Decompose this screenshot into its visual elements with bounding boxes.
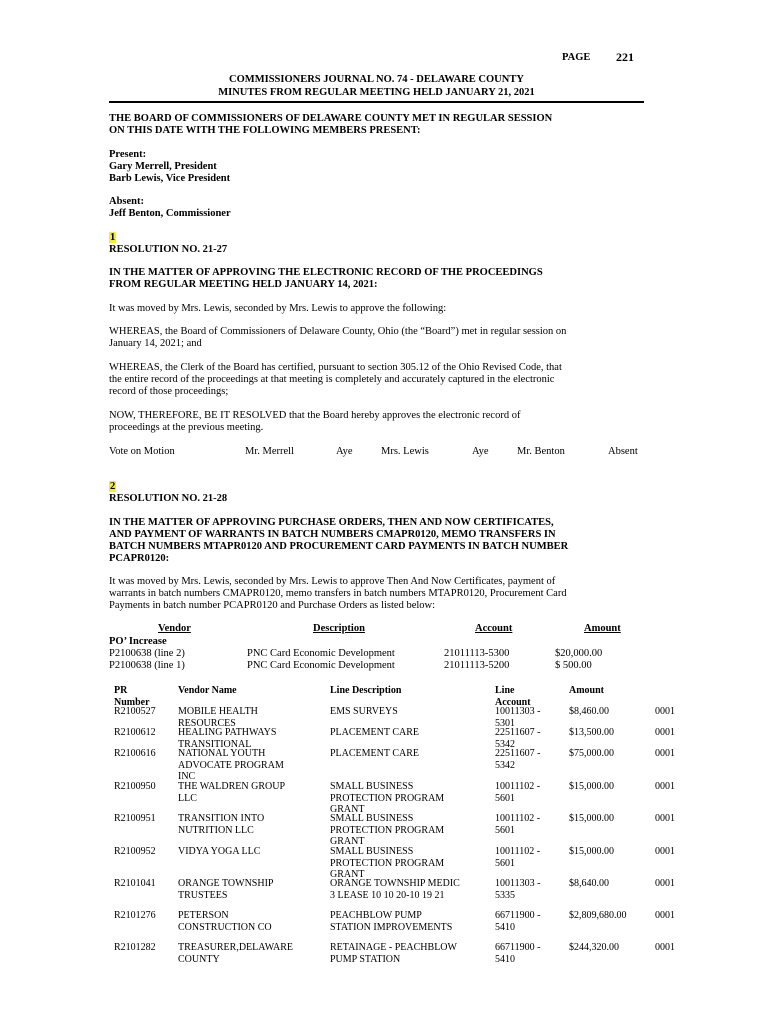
pr-line-account-line: 22511607 - [495,727,541,738]
pr-line-account-line: 5601 [495,857,515,869]
pr-line-description [330,846,444,881]
resolved-text: NOW, THEREFORE, BE IT RESOLVED that the Board hereby approves the electronic record of [109,410,521,421]
vote-value: Aye [336,446,353,457]
pr-line-account [495,748,540,771]
resolution-title: IN THE MATTER OF APPROVING THE ELECTRONIC RECORD OF THE PROCEEDINGS [109,267,543,278]
pr-line-account-line: 5342 [495,738,515,750]
po-header-description: Description [313,623,365,634]
pr-number: R2100527 [114,706,156,717]
pr-fund-code: 0001 [655,748,675,759]
motion-text: Payments in batch number PCAPR0120 and Purchase Orders as listed below: [109,600,436,611]
pr-fund-code: 0001 [655,706,675,717]
pr-line-account-line: 10011303 - [495,878,541,889]
header-divider [109,101,644,103]
pr-amount: $75,000.00 [569,748,614,759]
pr-line-description-line: SMALL BUSINESS [330,813,414,824]
pr-header-account: Line Account [495,685,531,708]
pr-line-description [330,748,419,760]
pr-line-account [495,846,540,869]
pr-line-account [495,813,540,836]
whereas-text: WHEREAS, the Board of Commissioners of Delaware County, Ohio (the “Board”) met in regular session on [109,326,567,337]
po-vendor: P2100638 (line 2) [109,648,185,659]
pr-vendor-name-line: PETERSON [178,910,229,921]
pr-line-account-line: 5410 [495,953,515,965]
pr-vendor-name-line: VIDYA YOGA LLC [178,846,261,857]
present-member: Barb Lewis, Vice President [109,173,231,184]
pr-amount: $2,809,680.00 [569,910,627,921]
motion-text: It was moved by Mrs. Lewis, seconded by Mrs. Lewis to approve Then And Now Certificates, payment of [109,576,556,587]
intro-line-1: THE BOARD OF COMMISSIONERS OF DELAWARE COUNTY MET IN REGULAR SESSION [109,113,553,124]
pr-vendor-name-line: NUTRITION LLC [178,824,254,836]
pr-vendor-name-line: ORANGE TOWNSHIP [178,878,274,889]
po-description: PNC Card Economic Development [247,660,395,671]
pr-vendor-name-line: TRANSITIONAL [178,738,252,750]
pr-fund-code: 0001 [655,942,675,953]
pr-vendor-name [178,942,293,965]
page-number: 221 [616,50,634,64]
po-amount: $ 500.00 [555,660,592,671]
journal-title: COMMISSIONERS JOURNAL NO. 74 - DELAWARE COUNTY [229,74,524,85]
table-row [114,910,674,944]
pr-line-account-line: 10011102 - [495,781,541,792]
pr-vendor-name-line: TREASURER,DELAWARE [178,942,294,953]
pr-line-account [495,781,540,804]
pr-vendor-name-line: MOBILE HEALTH [178,706,258,717]
motion-text: warrants in batch numbers CMAPR0120, memo transfers in batch numbers MTAPR0120, Procurement Card [109,588,567,599]
pr-vendor-name [178,846,260,858]
pr-line-description-line: SMALL BUSINESS [330,781,414,792]
po-table-header [0,623,770,636]
pr-line-description-line: PLACEMENT CARE [330,727,419,738]
pr-vendor-name [178,878,273,901]
pr-number: R2100616 [114,748,156,759]
pr-vendor-name-line: THE WALDREN GROUP [178,781,286,792]
pr-line-description [330,706,398,718]
pr-number: R2101282 [114,942,156,953]
pr-header-number: PR Number [114,685,150,708]
present-label: Present: [109,149,147,160]
po-vendor: P2100638 (line 1) [109,660,185,671]
po-header-vendor: Vendor [158,623,191,634]
whereas-text: WHEREAS, the Clerk of the Board has certified, pursuant to section 305.12 of the Ohio Revised Code, that [109,362,562,373]
pr-line-account [495,942,540,965]
pr-vendor-name-line: LLC [178,792,197,804]
pr-line-account-line: 5301 [495,717,515,729]
resolved-text: proceedings at the previous meeting. [109,422,264,433]
vote-value: Aye [472,446,489,457]
pr-vendor-name [178,910,272,933]
pr-line-description [330,942,457,965]
pr-amount: $8,640.00 [569,878,609,889]
pr-line-description [330,781,444,816]
pr-header-description: Line Description [330,685,402,696]
voter-name: Mr. Benton [517,446,565,457]
pr-vendor-name-line: ADVOCATE PROGRAM [178,759,284,771]
po-account: 21011113-5200 [444,660,510,671]
pr-line-account-line: 5601 [495,824,515,836]
pr-line-account [495,910,540,933]
pr-line-description-line: GRANT [330,836,365,847]
pr-number: R2100952 [114,846,156,857]
vote-label: Vote on Motion [109,446,175,457]
motion-text: It was moved by Mrs. Lewis, seconded by Mrs. Lewis to approve the following: [109,303,447,314]
table-row [114,942,674,976]
pr-fund-code: 0001 [655,781,675,792]
pr-amount: $15,000.00 [569,813,614,824]
resolution-marker: 2 [110,481,116,492]
pr-vendor-name-line: TRANSITION INTO [178,813,265,824]
pr-line-account-line: 5335 [495,889,515,901]
pr-line-description [330,813,444,848]
pr-line-description-line: SMALL BUSINESS [330,846,414,857]
pr-line-description [330,727,419,739]
pr-line-account-line: 5410 [495,921,515,933]
pr-line-description-line: PROTECTION PROGRAM [330,824,445,836]
pr-vendor-name-line: COUNTY [178,953,220,965]
pr-line-description-line: PLACEMENT CARE [330,748,419,759]
pr-line-account-line: 10011303 - [495,706,541,717]
pr-fund-code: 0001 [655,813,675,824]
pr-line-description-line: GRANT [330,869,365,880]
pr-line-account-line: 5601 [495,792,515,804]
pr-number: R2100951 [114,813,156,824]
pr-line-description [330,910,452,933]
pr-fund-code: 0001 [655,727,675,738]
table-row [114,748,674,782]
pr-line-account-line: 22511607 - [495,748,541,759]
pr-vendor-name-line: INC [178,771,196,782]
pr-vendor-name-line: CONSTRUCTION CO [178,921,272,933]
intro-line-2: ON THIS DATE WITH THE FOLLOWING MEMBERS PRESENT: [109,125,421,136]
absent-member: Jeff Benton, Commissioner [109,208,231,219]
pr-number: R2100612 [114,727,156,738]
present-member: Gary Merrell, President [109,161,217,172]
pr-amount: $15,000.00 [569,781,614,792]
pr-vendor-name-line: NATIONAL YOUTH [178,748,266,759]
table-row [114,878,674,912]
pr-vendor-name [178,727,276,750]
pr-line-account [495,706,540,729]
pr-line-description-line: PROTECTION PROGRAM [330,792,445,804]
pr-number: R2101041 [114,878,156,889]
table-row [114,846,674,880]
page-label: PAGE [562,52,591,63]
pr-line-account [495,878,540,901]
pr-line-description-line: 3 LEASE 10 10 20-10 19 21 [330,889,445,901]
pr-vendor-name [178,813,264,836]
pr-line-description-line: PUMP STATION [330,953,401,965]
table-row [0,660,770,673]
pr-line-description-line: RETAINAGE - PEACHBLOW [330,942,457,953]
pr-line-account [495,727,540,750]
po-description: PNC Card Economic Development [247,648,395,659]
whereas-text: record of those proceedings; [109,386,229,397]
pr-vendor-name-line: HEALING PATHWAYS [178,727,277,738]
pr-amount: $244,320.00 [569,942,619,953]
voter-name: Mr. Merrell [245,446,294,457]
pr-line-description-line: ORANGE TOWNSHIP MEDIC [330,878,460,889]
absent-label: Absent: [109,196,145,207]
pr-fund-code: 0001 [655,846,675,857]
resolution-marker: 1 [110,232,116,243]
pr-line-account-line: 5342 [495,759,515,771]
pr-line-description-line: STATION IMPROVEMENTS [330,921,453,933]
pr-amount: $15,000.00 [569,846,614,857]
pr-vendor-name [178,781,285,804]
resolution-title: PCAPR0120: [109,553,170,564]
po-header-account: Account [475,623,513,634]
po-amount: $20,000.00 [555,648,603,659]
vote-row [0,446,770,459]
table-row [114,781,674,815]
whereas-text: January 14, 2021; and [109,338,202,349]
pr-line-description-line: PEACHBLOW PUMP [330,910,422,921]
pr-vendor-name-line: TRUSTEES [178,889,228,901]
journal-subtitle: MINUTES FROM REGULAR MEETING HELD JANUARY 21, 2021 [218,87,535,98]
pr-vendor-name [178,748,284,783]
resolution-number: RESOLUTION NO. 21-28 [109,493,228,504]
pr-header-vendor: Vendor Name [178,685,237,696]
resolution-title: BATCH NUMBERS MTAPR0120 AND PROCUREMENT CARD PAYMENTS IN BATCH NUMBER [109,541,569,552]
table-row [114,813,674,847]
pr-line-description [330,878,460,901]
pr-fund-code: 0001 [655,878,675,889]
pr-line-account-line: 66711900 - [495,942,541,953]
pr-line-description-line: GRANT [330,804,365,815]
pr-number: R2100950 [114,781,156,792]
resolution-number: RESOLUTION NO. 21-27 [109,244,228,255]
resolution-title: IN THE MATTER OF APPROVING PURCHASE ORDERS, THEN AND NOW CERTIFICATES, [109,517,554,528]
po-header-amount: Amount [584,623,621,634]
resolution-title: AND PAYMENT OF WARRANTS IN BATCH NUMBERS CMAPR0120, MEMO TRANSFERS IN [109,529,556,540]
pr-line-account-line: 10011102 - [495,813,541,824]
po-section-label: PO’ Increase [109,636,167,647]
pr-number: R2101276 [114,910,156,921]
whereas-text: the entire record of the proceedings at that meeting is completely and accurately captured in the electronic [109,374,555,385]
pr-amount: $13,500.00 [569,727,614,738]
pr-header-amount: Amount [569,685,605,696]
po-account: 21011113-5300 [444,648,510,659]
pr-vendor-name [178,706,258,729]
pr-amount: $8,460.00 [569,706,609,717]
pr-line-account-line: 66711900 - [495,910,541,921]
pr-line-description-line: PROTECTION PROGRAM [330,857,445,869]
voter-name: Mrs. Lewis [381,446,429,457]
pr-fund-code: 0001 [655,910,675,921]
vote-value: Absent [608,446,638,457]
pr-line-description-line: EMS SURVEYS [330,706,398,717]
pr-line-account-line: 10011102 - [495,846,541,857]
resolution-title: FROM REGULAR MEETING HELD JANUARY 14, 2021: [109,279,378,290]
pr-vendor-name-line: RESOURCES [178,717,236,729]
